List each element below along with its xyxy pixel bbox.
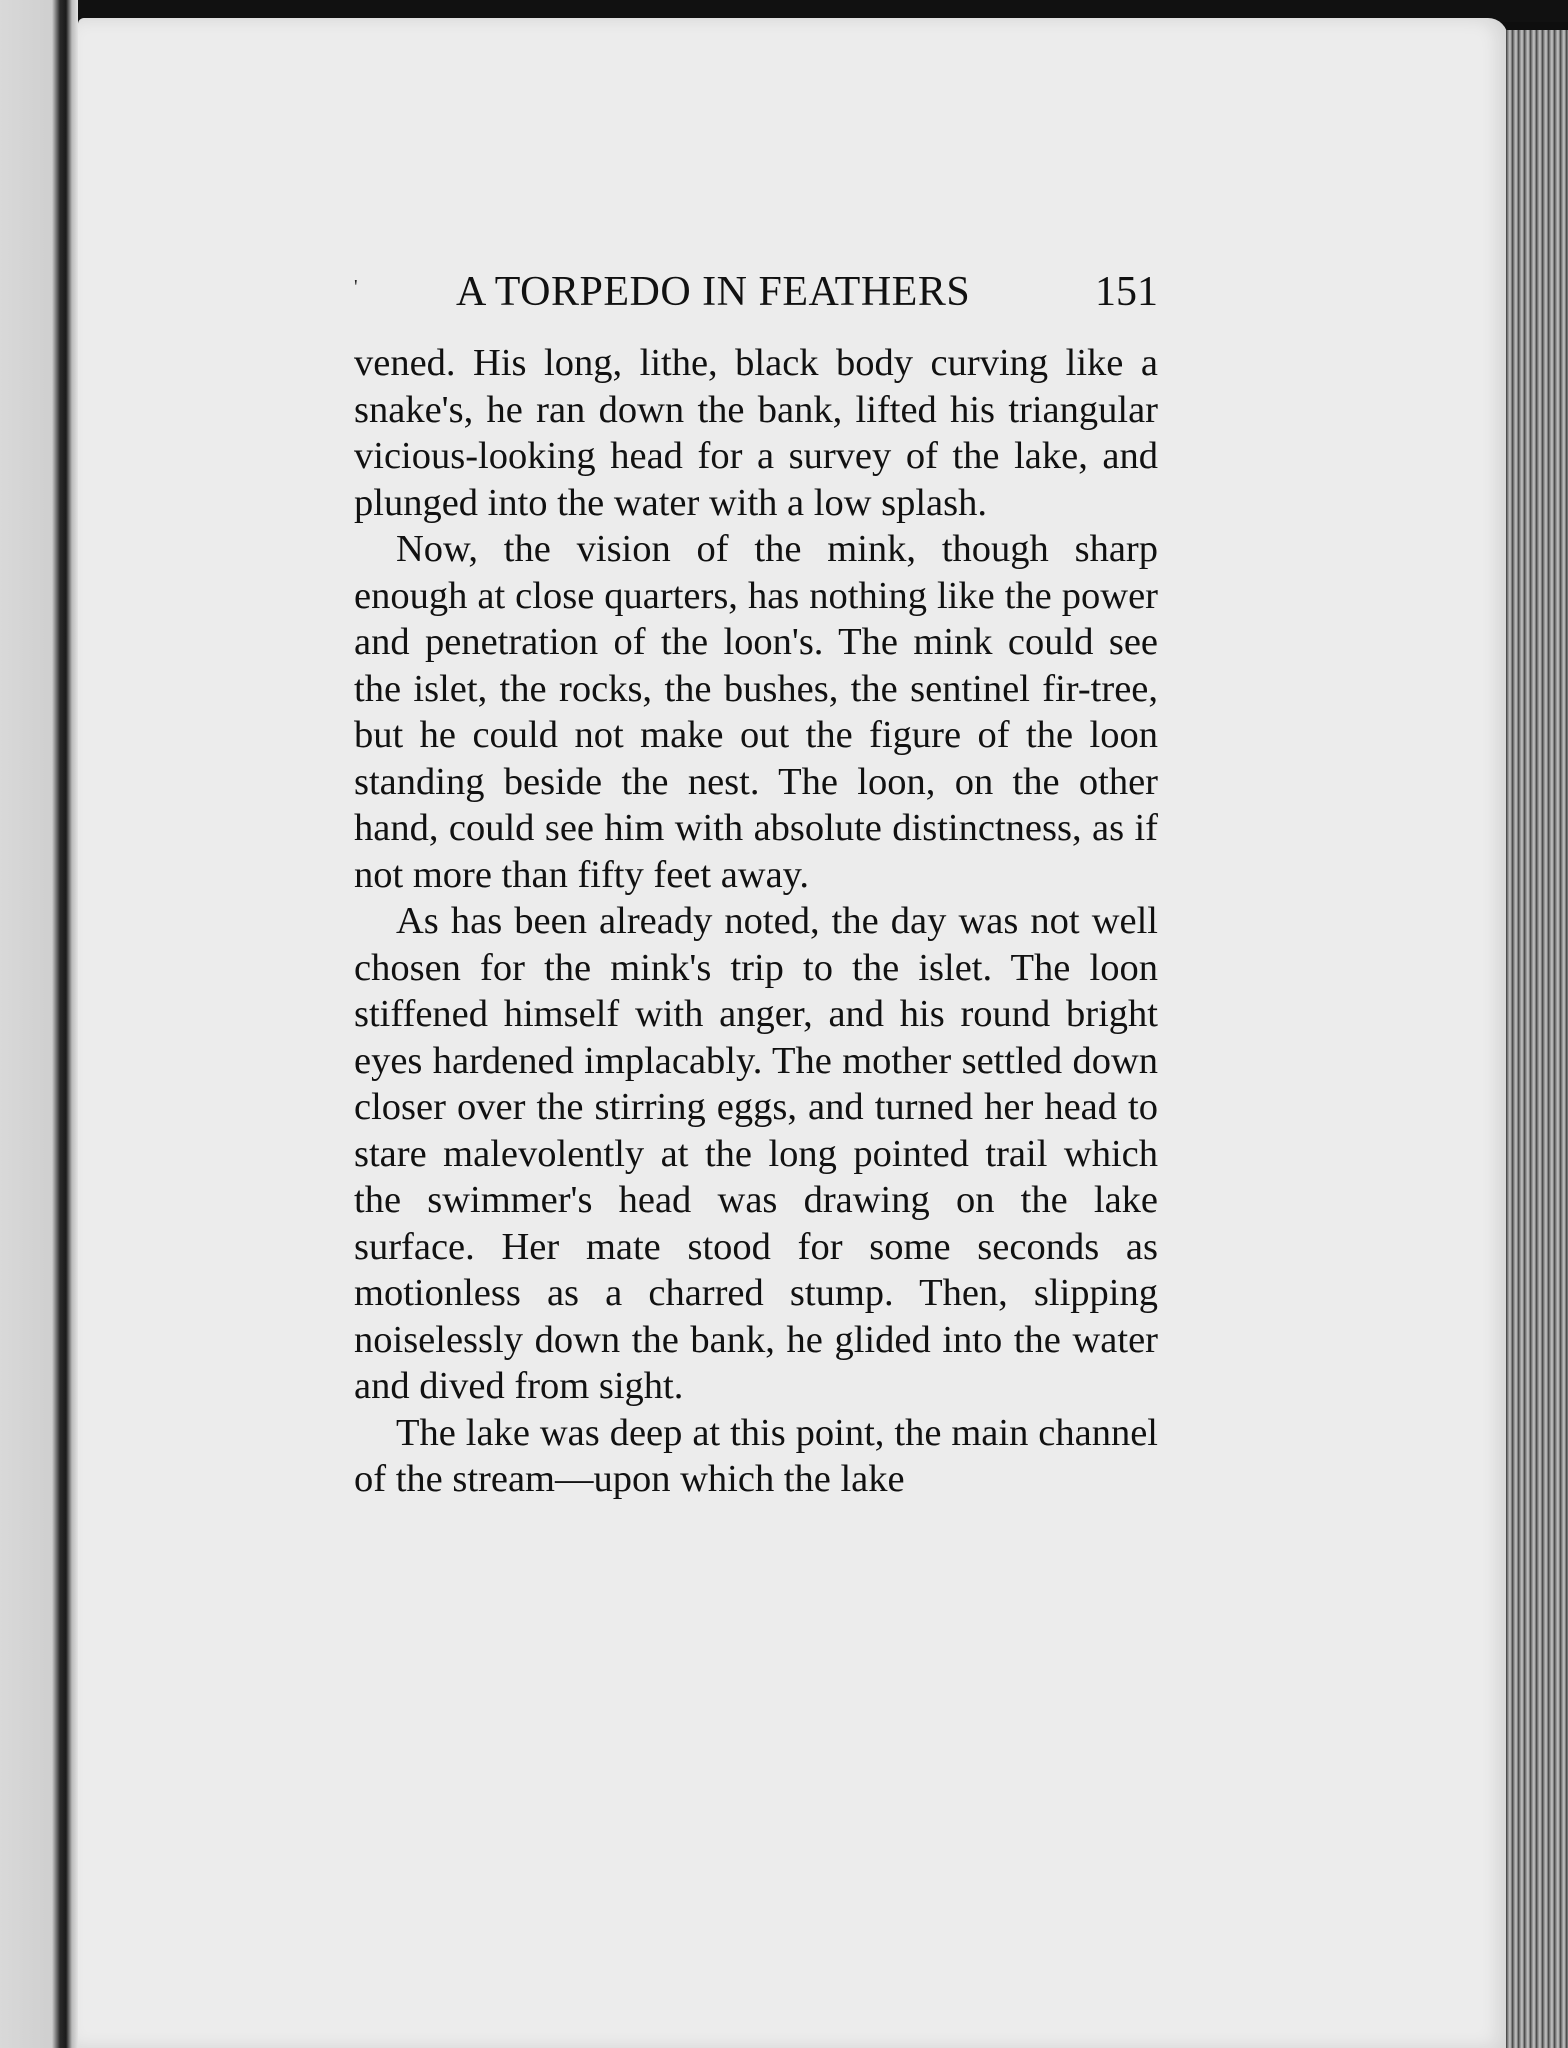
paragraph-4: The lake was deep at this point, the main channel of the stream—upon which the lake bbox=[354, 1411, 1158, 1500]
page-number: 151 bbox=[1095, 269, 1158, 315]
book-gutter bbox=[0, 0, 78, 2048]
running-title: A TORPEDO IN FEATHERS bbox=[456, 269, 971, 315]
paragraph-1: vened. His long, lithe, black body curving like a snake's, he ran down the bank, lifted his triangular vicious-looking head for a survey of the lake, and plunged into the water with a low splash. bbox=[354, 342, 1158, 524]
paragraph-2: Now, the vision of the mink, though sharp enough at close quarters, has nothing like the power and penetration of the loon's. The mink could see the islet, the rocks, the bushes, the sentinel fir-tree, but he could not make out the figure of the loon standing beside the nest. The loon, on the other hand, could see him with absolute distinctness, as if not more than fifty feet away. bbox=[354, 528, 1158, 896]
paragraph-3: As has been already noted, the day was not well chosen for the mink's trip to the islet. The loon stiffened himself with anger, and his round bright eyes hardened implacably. The mother settled down closer over the stirring eggs, and turned her head to stare malevolently at the long pointed trail which the swimmer's head was drawing on the lake surface. Her mate stood for some seconds as motionless as a charred stump. Then, slipping noiselessly down the bank, he glided into the water and dived from sight. bbox=[354, 900, 1158, 1407]
header-mark: ' bbox=[354, 276, 358, 298]
body-text bbox=[354, 340, 1158, 1503]
running-header bbox=[354, 268, 1158, 328]
page-edges bbox=[1506, 30, 1568, 2048]
